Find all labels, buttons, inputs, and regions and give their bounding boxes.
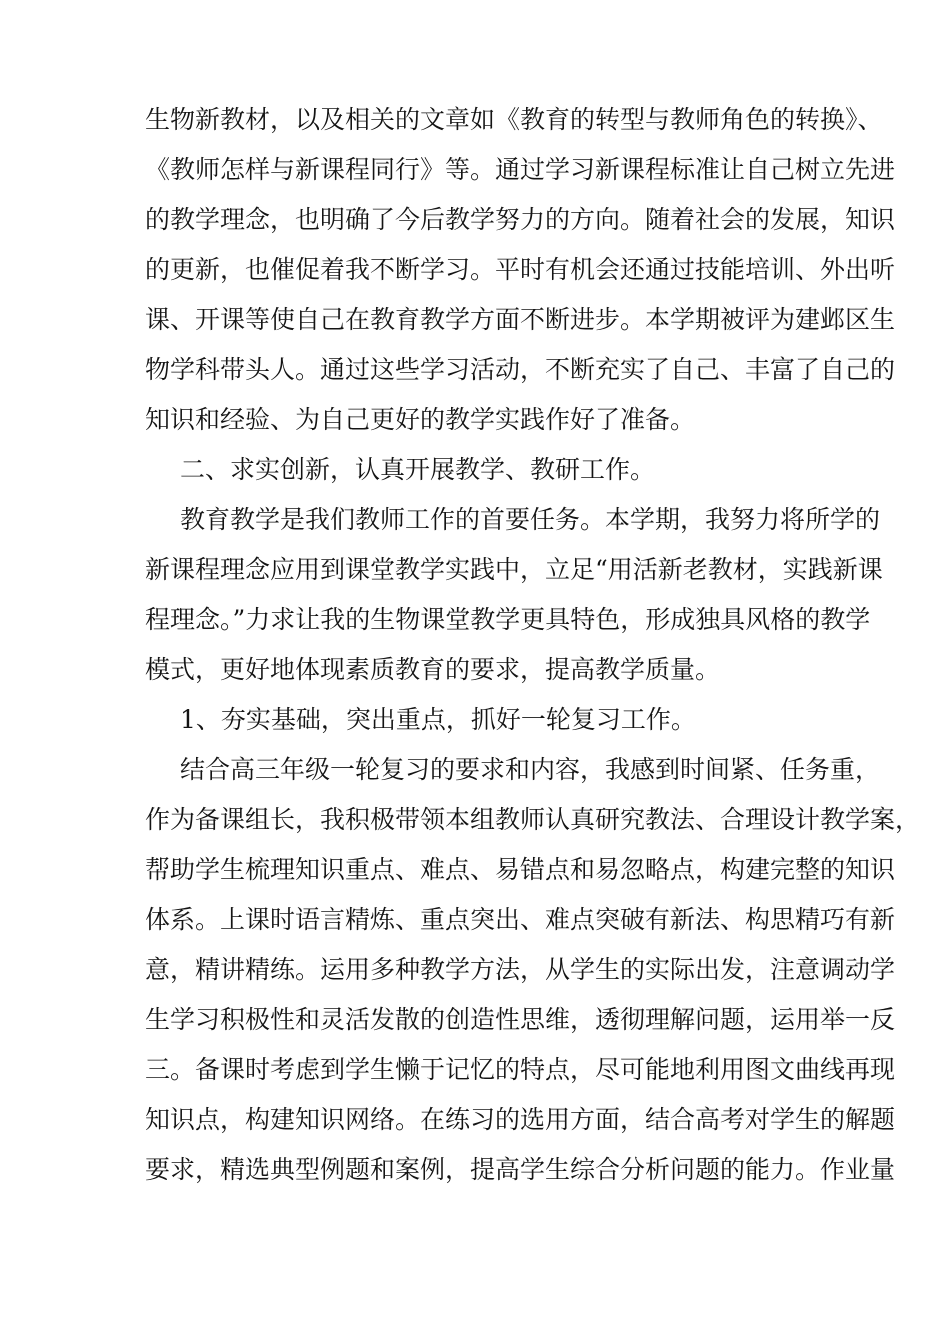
text-line: 帮助学生梳理知识重点、难点、易错点和易忽略点，构建完整的知识 [145,855,896,884]
section-heading: 二、求实创新，认真开展教学、教研工作。 [180,455,656,484]
text-line: 意，精讲精练。运用多种教学方法，从学生的实际出发，注意调动学 [145,955,896,984]
text-line: 结合高三年级一轮复习的要求和内容，我感到时间紧、任务重， [180,755,881,784]
text-line: 《教师怎样与新课程同行》等。通过学习新课程标准让自己树立先进 [145,155,896,184]
subsection-heading: 1、夯实基础，突出重点，抓好一轮复习工作。 [180,705,696,734]
text-line: 模式，更好地体现素质教育的要求，提高教学质量。 [145,655,721,684]
text-line: 课、开课等使自己在教育教学方面不断进步。本学期被评为建邺区生 [145,305,896,334]
text-line: 作为备课组长，我积极带领本组教师认真研究教法、合理设计教学案， [145,805,921,834]
text-line: 体系。上课时语言精炼、重点突出、难点突破有新法、构思精巧有新 [145,905,896,934]
text-line: 生物新教材，以及相关的文章如《教育的转型与教师角色的转换》、 [145,105,883,134]
text-line: 的教学理念，也明确了今后教学努力的方向。随着社会的发展，知识 [145,205,896,234]
text-line: 生学习积极性和灵活发散的创造性思维，透彻理解问题，运用举一反 [145,1005,896,1034]
text-line: 三。备课时考虑到学生懒于记忆的特点，尽可能地利用图文曲线再现 [145,1055,896,1084]
text-line: 的更新，也催促着我不断学习。平时有机会还通过技能培训、外出听 [145,255,896,284]
text-line: 教育教学是我们教师工作的首要任务。本学期，我努力将所学的 [180,505,881,534]
text-line: 知识点，构建知识网络。在练习的选用方面，结合高考对学生的解题 [145,1105,896,1134]
text-line: 物学科带头人。通过这些学习活动，不断充实了自己、丰富了自己的 [145,355,896,384]
text-line: 新课程理念应用到课堂教学实践中，立足“用活新老教材，实践新课 [145,555,883,584]
text-line: 要求，精选典型例题和案例，提高学生综合分析问题的能力。作业量 [145,1155,896,1184]
text-line: 知识和经验、为自己更好的教学实践作好了准备。 [145,405,696,434]
text-line: 程理念。”力求让我的生物课堂教学更具特色，形成独具风格的教学 [145,605,871,634]
